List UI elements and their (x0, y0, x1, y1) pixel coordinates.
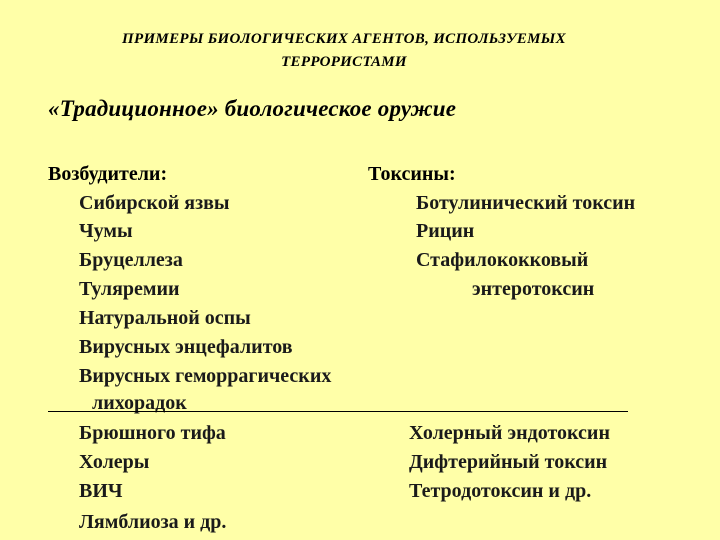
pathogen-item: ВИЧ (79, 480, 123, 502)
toxin-item: энтеротоксин (472, 278, 595, 300)
section-divider (48, 411, 628, 412)
toxin-item: Рицин (416, 220, 475, 242)
pathogen-item: лихорадок (92, 392, 187, 414)
toxin-item: Стафилококковый (416, 249, 589, 271)
slide-title-line-1: ПРИМЕРЫ БИОЛОГИЧЕСКИХ АГЕНТОВ, ИСПОЛЬЗУЕМЫХ (122, 31, 566, 47)
pathogen-item: Бруцеллеза (79, 249, 183, 271)
pathogen-item: Сибирской язвы (79, 192, 230, 214)
toxin-item: Тетродотоксин и др. (409, 480, 592, 502)
pathogen-item: Вирусных энцефалитов (79, 336, 293, 358)
pathogen-item: Лямблиоза и др. (79, 511, 227, 533)
pathogen-item: Вирусных геморрагических (79, 365, 332, 387)
pathogen-item: Туляремии (79, 278, 180, 300)
pathogen-item: Чумы (79, 220, 133, 242)
toxin-item: Дифтерийный токсин (409, 451, 608, 473)
toxins-header: Токсины: (368, 163, 456, 185)
toxin-item: Ботулинический токсин (416, 192, 636, 214)
slide-title-line-2: ТЕРРОРИСТАМИ (281, 54, 407, 70)
pathogen-item: Холеры (79, 451, 150, 473)
pathogen-item: Брюшного тифа (79, 422, 226, 444)
toxin-item: Холерный эндотоксин (409, 422, 610, 444)
slide-subtitle: «Традиционное» биологическое оружие (48, 96, 457, 121)
pathogens-header: Возбудители: (48, 163, 168, 185)
pathogen-item: Натуральной оспы (79, 307, 251, 329)
